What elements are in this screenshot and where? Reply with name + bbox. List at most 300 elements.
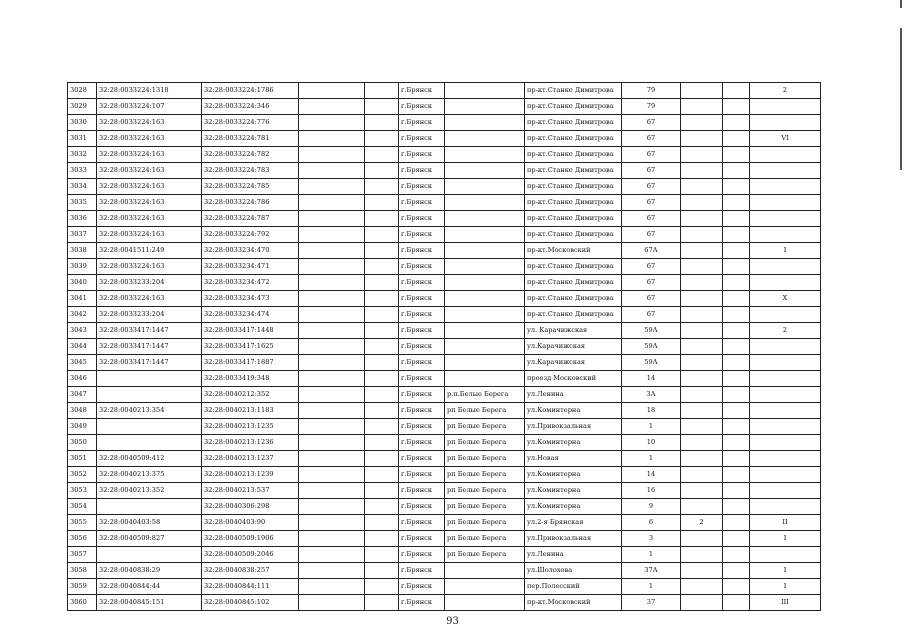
- extra-cell: [681, 403, 723, 419]
- blank-cell: [365, 275, 399, 291]
- city-cell: г.Брянск: [399, 403, 445, 419]
- extra-cell: [723, 83, 750, 99]
- locality-cell: [445, 307, 525, 323]
- locality-cell: [445, 355, 525, 371]
- extra-cell: [723, 179, 750, 195]
- street-cell: ул.Новая: [525, 451, 622, 467]
- blank-cell: [365, 595, 399, 611]
- blank-cell: [365, 419, 399, 435]
- extra-cell: [723, 227, 750, 243]
- locality-cell: рп Белые Берега: [445, 515, 525, 531]
- cadastral-number-object: 32:28:0033417:1887: [202, 355, 299, 371]
- city-cell: г.Брянск: [399, 227, 445, 243]
- extra-cell: [723, 451, 750, 467]
- extra-cell: [723, 291, 750, 307]
- room-number-cell: [750, 99, 821, 115]
- blank-cell: [365, 323, 399, 339]
- blank-cell: [299, 323, 365, 339]
- blank-cell: [299, 83, 365, 99]
- row-number: 3051: [68, 451, 97, 467]
- house-number-cell: 59А: [622, 355, 681, 371]
- cadastral-number-object: 32:28:0033224:785: [202, 179, 299, 195]
- cadastral-number-parcel: 32:28:0033224:163: [97, 259, 202, 275]
- table-row: [68, 595, 821, 611]
- cadastral-number-object: 32:28:0040212:352: [202, 387, 299, 403]
- extra-cell: [723, 243, 750, 259]
- city-cell: г.Брянск: [399, 275, 445, 291]
- street-cell: пр-кт.Станке Димитрова: [525, 83, 622, 99]
- street-cell: пр-кт.Станке Димитрова: [525, 179, 622, 195]
- extra-cell: [681, 547, 723, 563]
- cadastral-number-object: 32:28:0040509:1906: [202, 531, 299, 547]
- cadastral-number-object: 32:28:0033234:471: [202, 259, 299, 275]
- table-row: [68, 419, 821, 435]
- blank-cell: [365, 563, 399, 579]
- house-number-cell: 16: [622, 483, 681, 499]
- blank-cell: [299, 579, 365, 595]
- room-number-cell: [750, 355, 821, 371]
- table-row: [68, 483, 821, 499]
- street-cell: пр-кт.Станке Димитрова: [525, 99, 622, 115]
- extra-cell: [681, 451, 723, 467]
- table-row: [68, 131, 821, 147]
- extra-cell: [723, 323, 750, 339]
- blank-cell: [299, 371, 365, 387]
- house-number-cell: 79: [622, 83, 681, 99]
- extra-cell: [681, 595, 723, 611]
- blank-cell: [365, 243, 399, 259]
- cadastral-number-object: 32:28:0033224:776: [202, 115, 299, 131]
- city-cell: г.Брянск: [399, 131, 445, 147]
- locality-cell: р.п.Белые Берега: [445, 387, 525, 403]
- blank-cell: [299, 163, 365, 179]
- cadastral-number-parcel: [97, 499, 202, 515]
- room-number-cell: II: [750, 515, 821, 531]
- city-cell: г.Брянск: [399, 195, 445, 211]
- row-number: 3053: [68, 483, 97, 499]
- cadastral-number-parcel: 32:28:0033417:1447: [97, 323, 202, 339]
- cadastral-number-object: 32:28:0033234:474: [202, 307, 299, 323]
- cadastral-number-parcel: 32:28:0033224:163: [97, 147, 202, 163]
- extra-cell: [723, 547, 750, 563]
- extra-cell: [723, 579, 750, 595]
- table-row: [68, 307, 821, 323]
- table-row: [68, 163, 821, 179]
- cadastral-number-parcel: 32:28:0040845:151: [97, 595, 202, 611]
- cadastral-number-parcel: 32:28:0033224:163: [97, 115, 202, 131]
- room-number-cell: I: [750, 563, 821, 579]
- extra-cell: [681, 339, 723, 355]
- room-number-cell: 2: [750, 83, 821, 99]
- extra-cell: [723, 467, 750, 483]
- city-cell: г.Брянск: [399, 531, 445, 547]
- extra-cell: [681, 275, 723, 291]
- blank-cell: [299, 131, 365, 147]
- cadastral-number-parcel: 32:28:0040509:412: [97, 451, 202, 467]
- room-number-cell: [750, 227, 821, 243]
- street-cell: ул.Коминтерна: [525, 403, 622, 419]
- blank-cell: [299, 387, 365, 403]
- row-number: 3032: [68, 147, 97, 163]
- city-cell: г.Брянск: [399, 179, 445, 195]
- house-number-cell: 67: [622, 291, 681, 307]
- house-number-cell: 6: [622, 515, 681, 531]
- house-number-cell: 67: [622, 163, 681, 179]
- extra-cell: [681, 499, 723, 515]
- cadastral-number-parcel: 32:28:0033224:163: [97, 227, 202, 243]
- extra-cell: [681, 195, 723, 211]
- blank-cell: [365, 147, 399, 163]
- room-number-cell: 2: [750, 323, 821, 339]
- cadastral-number-object: 32:28:0040403:90: [202, 515, 299, 531]
- cadastral-number-parcel: 32:28:0040213:354: [97, 403, 202, 419]
- cadastral-number-object: 32:28:0033234:472: [202, 275, 299, 291]
- row-number: 3049: [68, 419, 97, 435]
- street-cell: ул. Карачижская: [525, 323, 622, 339]
- blank-cell: [365, 515, 399, 531]
- cadastral-number-parcel: 32:28:0040844:44: [97, 579, 202, 595]
- locality-cell: [445, 131, 525, 147]
- city-cell: г.Брянск: [399, 355, 445, 371]
- city-cell: г.Брянск: [399, 243, 445, 259]
- table-row: [68, 531, 821, 547]
- house-number-cell: 59А: [622, 339, 681, 355]
- blank-cell: [365, 115, 399, 131]
- cadastral-number-object: 32:28:0040509:2046: [202, 547, 299, 563]
- row-number: 3059: [68, 579, 97, 595]
- blank-cell: [365, 371, 399, 387]
- locality-cell: [445, 275, 525, 291]
- blank-cell: [299, 499, 365, 515]
- row-number: 3036: [68, 211, 97, 227]
- blank-cell: [299, 179, 365, 195]
- street-cell: ул.Привокзальная: [525, 419, 622, 435]
- table-row: [68, 179, 821, 195]
- street-cell: пр-кт.Станке Димитрова: [525, 227, 622, 243]
- page-edge-mark-bottom: [900, 28, 902, 170]
- street-cell: ул.Коминтерна: [525, 435, 622, 451]
- blank-cell: [299, 147, 365, 163]
- locality-cell: рп Белые Берега: [445, 467, 525, 483]
- street-cell: пр-кт.Станке Димитрова: [525, 195, 622, 211]
- row-number: 3050: [68, 435, 97, 451]
- extra-cell: [681, 435, 723, 451]
- extra-cell: [723, 355, 750, 371]
- extra-cell: [681, 115, 723, 131]
- street-cell: пр-кт.Станке Димитрова: [525, 211, 622, 227]
- cadastral-number-object: 32:28:0040213:1239: [202, 467, 299, 483]
- street-cell: ул.2-я Брянская: [525, 515, 622, 531]
- extra-cell: [723, 259, 750, 275]
- room-number-cell: [750, 259, 821, 275]
- extra-cell: [681, 563, 723, 579]
- cadastral-number-parcel: [97, 419, 202, 435]
- house-number-cell: 67: [622, 259, 681, 275]
- cadastral-number-parcel: [97, 547, 202, 563]
- city-cell: г.Брянск: [399, 547, 445, 563]
- cadastral-number-parcel: 32:28:0033224:163: [97, 179, 202, 195]
- house-number-cell: 67: [622, 211, 681, 227]
- room-number-cell: [750, 499, 821, 515]
- locality-cell: рп Белые Берега: [445, 483, 525, 499]
- city-cell: г.Брянск: [399, 99, 445, 115]
- table-row: [68, 499, 821, 515]
- house-number-cell: 1: [622, 451, 681, 467]
- table-row: [68, 323, 821, 339]
- locality-cell: [445, 579, 525, 595]
- extra-cell: [723, 115, 750, 131]
- city-cell: г.Брянск: [399, 579, 445, 595]
- extra-cell: [723, 307, 750, 323]
- house-number-cell: 1: [622, 419, 681, 435]
- cadastral-number-object: 32:28:0033224:1786: [202, 83, 299, 99]
- city-cell: г.Брянск: [399, 147, 445, 163]
- street-cell: пр-кт.Станке Димитрова: [525, 259, 622, 275]
- room-number-cell: [750, 147, 821, 163]
- extra-cell: [681, 211, 723, 227]
- street-cell: ул.Шолохова: [525, 563, 622, 579]
- extra-cell: [723, 531, 750, 547]
- locality-cell: [445, 339, 525, 355]
- cadastral-number-parcel: [97, 371, 202, 387]
- locality-cell: [445, 195, 525, 211]
- blank-cell: [365, 83, 399, 99]
- house-number-cell: 67: [622, 307, 681, 323]
- blank-cell: [365, 499, 399, 515]
- registry-rows: [68, 83, 821, 611]
- extra-cell: [723, 387, 750, 403]
- city-cell: г.Брянск: [399, 595, 445, 611]
- cadastral-number-parcel: 32:28:0033224:163: [97, 195, 202, 211]
- room-number-cell: [750, 339, 821, 355]
- cadastral-number-object: 32:28:0033224:786: [202, 195, 299, 211]
- blank-cell: [299, 451, 365, 467]
- table-row: [68, 227, 821, 243]
- table-row: [68, 355, 821, 371]
- extra-cell: [723, 163, 750, 179]
- blank-cell: [299, 339, 365, 355]
- row-number: 3037: [68, 227, 97, 243]
- extra-cell: [681, 259, 723, 275]
- city-cell: г.Брянск: [399, 467, 445, 483]
- row-number: 3034: [68, 179, 97, 195]
- room-number-cell: [750, 115, 821, 131]
- blank-cell: [299, 483, 365, 499]
- street-cell: пр-кт.Московский: [525, 243, 622, 259]
- house-number-cell: 67: [622, 195, 681, 211]
- room-number-cell: [750, 483, 821, 499]
- room-number-cell: [750, 275, 821, 291]
- blank-cell: [299, 419, 365, 435]
- city-cell: г.Брянск: [399, 339, 445, 355]
- cadastral-number-object: 32:28:0040213:1235: [202, 419, 299, 435]
- street-cell: ул.Ленина: [525, 387, 622, 403]
- street-cell: проезд Московский: [525, 371, 622, 387]
- house-number-cell: 67: [622, 115, 681, 131]
- locality-cell: [445, 323, 525, 339]
- blank-cell: [365, 179, 399, 195]
- row-number: 3044: [68, 339, 97, 355]
- cadastral-number-object: 32:28:0040844:111: [202, 579, 299, 595]
- street-cell: ул.Коминтерна: [525, 499, 622, 515]
- street-cell: ул.Карачижская: [525, 339, 622, 355]
- street-cell: ул.Коминтерна: [525, 483, 622, 499]
- blank-cell: [365, 227, 399, 243]
- row-number: 3060: [68, 595, 97, 611]
- table-row: [68, 291, 821, 307]
- blank-cell: [365, 131, 399, 147]
- city-cell: г.Брянск: [399, 387, 445, 403]
- cadastral-number-parcel: 32:28:0040838:29: [97, 563, 202, 579]
- city-cell: г.Брянск: [399, 515, 445, 531]
- table-row: [68, 387, 821, 403]
- cadastral-number-parcel: 32:28:0033224:163: [97, 211, 202, 227]
- street-cell: ул.Коминтерна: [525, 467, 622, 483]
- locality-cell: [445, 115, 525, 131]
- room-number-cell: X: [750, 291, 821, 307]
- extra-cell: [723, 275, 750, 291]
- row-number: 3038: [68, 243, 97, 259]
- room-number-cell: I: [750, 579, 821, 595]
- cadastral-number-parcel: 32:28:0040509:827: [97, 531, 202, 547]
- street-cell: ул.Ленина: [525, 547, 622, 563]
- extra-cell: [723, 515, 750, 531]
- extra-cell: [681, 307, 723, 323]
- extra-cell: [681, 579, 723, 595]
- table-row: [68, 83, 821, 99]
- blank-cell: [365, 403, 399, 419]
- city-cell: г.Брянск: [399, 483, 445, 499]
- row-number: 3040: [68, 275, 97, 291]
- extra-cell: [681, 371, 723, 387]
- table-row: [68, 259, 821, 275]
- house-number-cell: 18: [622, 403, 681, 419]
- extra-cell: [681, 419, 723, 435]
- locality-cell: рп Белые Берега: [445, 547, 525, 563]
- locality-cell: рп Белые Берега: [445, 403, 525, 419]
- extra-cell: [723, 99, 750, 115]
- blank-cell: [299, 515, 365, 531]
- blank-cell: [299, 115, 365, 131]
- extra-cell: [723, 435, 750, 451]
- row-number: 3048: [68, 403, 97, 419]
- locality-cell: [445, 163, 525, 179]
- locality-cell: [445, 563, 525, 579]
- extra-cell: [723, 483, 750, 499]
- cadastral-number-parcel: 32:28:0033224:107: [97, 99, 202, 115]
- locality-cell: [445, 179, 525, 195]
- blank-cell: [365, 339, 399, 355]
- cadastral-number-object: 32:28:0040306:298: [202, 499, 299, 515]
- locality-cell: рп Белые Берега: [445, 499, 525, 515]
- cadastral-number-parcel: 32:28:0033417:1447: [97, 355, 202, 371]
- street-cell: пер.Полесский: [525, 579, 622, 595]
- house-number-cell: 1: [622, 579, 681, 595]
- blank-cell: [299, 99, 365, 115]
- house-number-cell: 67: [622, 147, 681, 163]
- blank-cell: [365, 259, 399, 275]
- blank-cell: [365, 99, 399, 115]
- blank-cell: [365, 547, 399, 563]
- city-cell: г.Брянск: [399, 419, 445, 435]
- street-cell: пр-кт.Станке Димитрова: [525, 307, 622, 323]
- city-cell: г.Брянск: [399, 307, 445, 323]
- locality-cell: рп Белые Берега: [445, 435, 525, 451]
- house-number-cell: 10: [622, 435, 681, 451]
- city-cell: г.Брянск: [399, 211, 445, 227]
- extra-cell: [681, 227, 723, 243]
- cadastral-number-object: 32:28:0040845:102: [202, 595, 299, 611]
- house-number-cell: 67: [622, 131, 681, 147]
- locality-cell: [445, 595, 525, 611]
- cadastral-number-object: 32:28:0040213:1236: [202, 435, 299, 451]
- locality-cell: [445, 371, 525, 387]
- cadastral-number-parcel: 32:28:0033224:163: [97, 291, 202, 307]
- table-row: [68, 451, 821, 467]
- blank-cell: [365, 291, 399, 307]
- room-number-cell: [750, 435, 821, 451]
- city-cell: г.Брянск: [399, 499, 445, 515]
- street-cell: пр-кт.Станке Димитрова: [525, 291, 622, 307]
- table-row: [68, 339, 821, 355]
- house-number-cell: 79: [622, 99, 681, 115]
- table-row: [68, 275, 821, 291]
- room-number-cell: VI: [750, 131, 821, 147]
- row-number: 3045: [68, 355, 97, 371]
- extra-cell: [723, 147, 750, 163]
- table-row: [68, 211, 821, 227]
- locality-cell: [445, 99, 525, 115]
- row-number: 3039: [68, 259, 97, 275]
- cadastral-number-object: 32:28:0033417:1448: [202, 323, 299, 339]
- row-number: 3047: [68, 387, 97, 403]
- blank-cell: [299, 259, 365, 275]
- locality-cell: рп Белые Берега: [445, 531, 525, 547]
- cadastral-number-parcel: 32:28:0040213:352: [97, 483, 202, 499]
- blank-cell: [299, 355, 365, 371]
- table-row: [68, 515, 821, 531]
- locality-cell: [445, 211, 525, 227]
- cadastral-number-object: 32:28:0040213:1183: [202, 403, 299, 419]
- blank-cell: [365, 435, 399, 451]
- locality-cell: [445, 83, 525, 99]
- house-number-cell: 67: [622, 227, 681, 243]
- street-cell: пр-кт.Станке Димитрова: [525, 131, 622, 147]
- city-cell: г.Брянск: [399, 435, 445, 451]
- house-number-cell: 67А: [622, 243, 681, 259]
- blank-cell: [299, 291, 365, 307]
- blank-cell: [365, 451, 399, 467]
- cadastral-number-parcel: 32:28:0033224:163: [97, 131, 202, 147]
- room-number-cell: III: [750, 595, 821, 611]
- blank-cell: [365, 355, 399, 371]
- house-number-cell: 3: [622, 531, 681, 547]
- row-number: 3057: [68, 547, 97, 563]
- locality-cell: [445, 291, 525, 307]
- house-number-cell: 14: [622, 467, 681, 483]
- blank-cell: [299, 467, 365, 483]
- cadastral-number-object: 32:28:0033234:473: [202, 291, 299, 307]
- table-row: [68, 467, 821, 483]
- blank-cell: [365, 467, 399, 483]
- blank-cell: [365, 387, 399, 403]
- extra-cell: [681, 83, 723, 99]
- blank-cell: [299, 307, 365, 323]
- row-number: 3035: [68, 195, 97, 211]
- room-number-cell: [750, 163, 821, 179]
- city-cell: г.Брянск: [399, 371, 445, 387]
- row-number: 3042: [68, 307, 97, 323]
